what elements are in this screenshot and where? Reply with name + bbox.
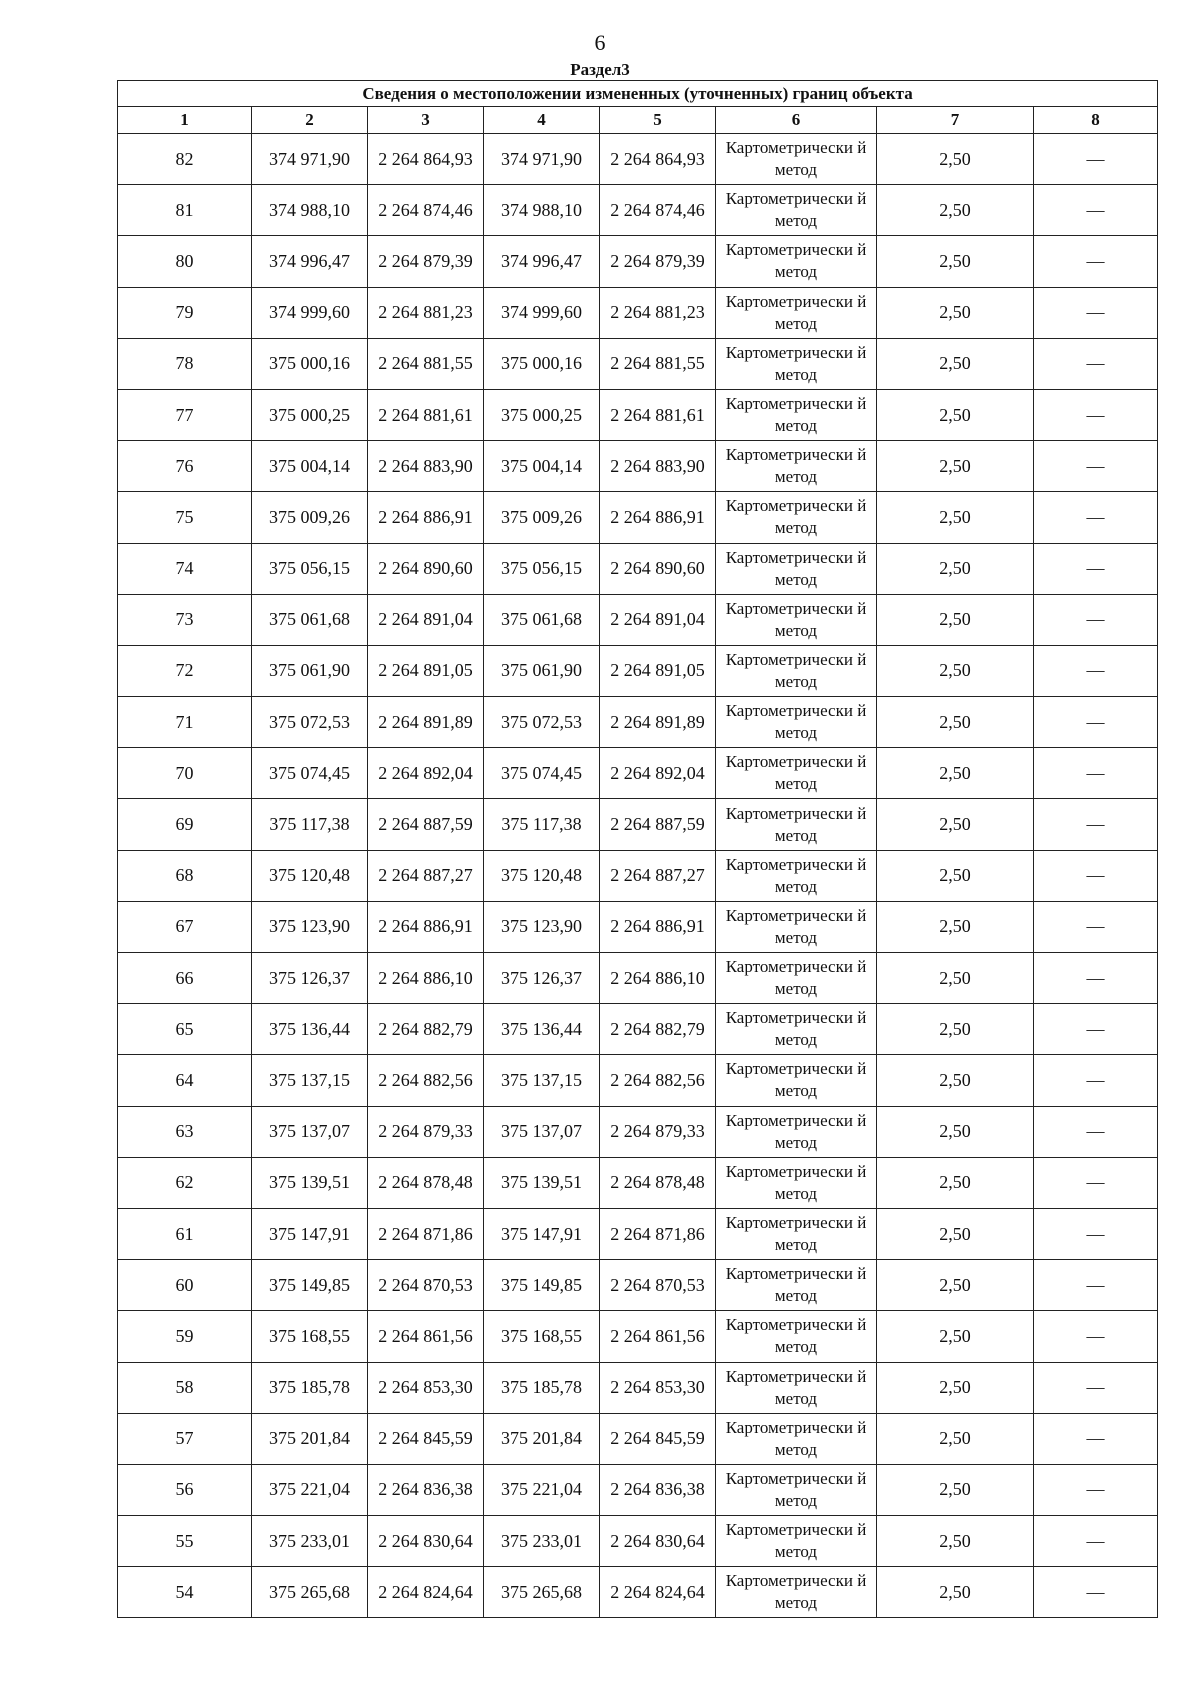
description-cell: — (1034, 901, 1158, 952)
description-cell: — (1034, 1516, 1158, 1567)
old-x-cell: 375 061,90 (252, 645, 368, 696)
old-y-cell: 2 264 824,64 (368, 1567, 484, 1618)
old-x-cell: 375 201,84 (252, 1413, 368, 1464)
column-number-header: 5 (600, 107, 716, 134)
new-y-cell: 2 264 853,30 (600, 1362, 716, 1413)
accuracy-cell: 2,50 (877, 645, 1034, 696)
description-cell: — (1034, 1157, 1158, 1208)
new-x-cell: 375 004,14 (484, 441, 600, 492)
accuracy-cell: 2,50 (877, 594, 1034, 645)
description-cell: — (1034, 1567, 1158, 1618)
accuracy-cell: 2,50 (877, 1516, 1034, 1567)
accuracy-cell: 2,50 (877, 953, 1034, 1004)
new-y-cell: 2 264 891,04 (600, 594, 716, 645)
new-y-cell: 2 264 879,39 (600, 236, 716, 287)
old-x-cell: 375 000,25 (252, 389, 368, 440)
accuracy-cell: 2,50 (877, 543, 1034, 594)
description-cell: — (1034, 185, 1158, 236)
new-y-cell: 2 264 881,55 (600, 338, 716, 389)
new-x-cell: 375 201,84 (484, 1413, 600, 1464)
old-x-cell: 375 233,01 (252, 1516, 368, 1567)
new-y-cell: 2 264 881,61 (600, 389, 716, 440)
description-cell: — (1034, 953, 1158, 1004)
description-cell: — (1034, 697, 1158, 748)
old-y-cell: 2 264 879,39 (368, 236, 484, 287)
point-number-cell: 69 (118, 799, 252, 850)
accuracy-cell: 2,50 (877, 799, 1034, 850)
description-cell: — (1034, 748, 1158, 799)
old-y-cell: 2 264 874,46 (368, 185, 484, 236)
table-row (118, 236, 1158, 287)
description-cell: — (1034, 492, 1158, 543)
point-number-cell: 60 (118, 1260, 252, 1311)
table-row (118, 1260, 1158, 1311)
accuracy-cell: 2,50 (877, 748, 1034, 799)
new-y-cell: 2 264 830,64 (600, 1516, 716, 1567)
description-cell: — (1034, 1208, 1158, 1259)
new-x-cell: 375 139,51 (484, 1157, 600, 1208)
new-y-cell: 2 264 887,27 (600, 850, 716, 901)
point-number-cell: 82 (118, 134, 252, 185)
point-number-cell: 67 (118, 901, 252, 952)
description-cell: — (1034, 134, 1158, 185)
old-y-cell: 2 264 864,93 (368, 134, 484, 185)
old-y-cell: 2 264 890,60 (368, 543, 484, 594)
point-number-cell: 68 (118, 850, 252, 901)
old-y-cell: 2 264 845,59 (368, 1413, 484, 1464)
description-cell: — (1034, 1055, 1158, 1106)
method-cell: Картометрически й метод (716, 134, 877, 185)
new-y-cell: 2 264 870,53 (600, 1260, 716, 1311)
old-x-cell: 375 009,26 (252, 492, 368, 543)
new-y-cell: 2 264 864,93 (600, 134, 716, 185)
accuracy-cell: 2,50 (877, 1106, 1034, 1157)
table-row (118, 901, 1158, 952)
new-y-cell: 2 264 891,89 (600, 697, 716, 748)
table-row (118, 287, 1158, 338)
description-cell: — (1034, 1004, 1158, 1055)
accuracy-cell: 2,50 (877, 1157, 1034, 1208)
old-y-cell: 2 264 886,10 (368, 953, 484, 1004)
new-y-cell: 2 264 881,23 (600, 287, 716, 338)
column-number-header: 4 (484, 107, 600, 134)
accuracy-cell: 2,50 (877, 1311, 1034, 1362)
old-x-cell: 374 999,60 (252, 287, 368, 338)
old-x-cell: 375 126,37 (252, 953, 368, 1004)
method-cell: Картометрически й метод (716, 1362, 877, 1413)
accuracy-cell: 2,50 (877, 697, 1034, 748)
method-cell: Картометрически й метод (716, 1157, 877, 1208)
method-cell: Картометрически й метод (716, 441, 877, 492)
accuracy-cell: 2,50 (877, 1464, 1034, 1515)
new-x-cell: 375 061,68 (484, 594, 600, 645)
old-x-cell: 374 988,10 (252, 185, 368, 236)
new-x-cell: 374 971,90 (484, 134, 600, 185)
old-x-cell: 375 061,68 (252, 594, 368, 645)
table-row (118, 850, 1158, 901)
table-row (118, 953, 1158, 1004)
table-row (118, 441, 1158, 492)
point-number-cell: 57 (118, 1413, 252, 1464)
table-row (118, 1413, 1158, 1464)
point-number-cell: 71 (118, 697, 252, 748)
table-row (118, 1004, 1158, 1055)
new-x-cell: 375 137,15 (484, 1055, 600, 1106)
point-number-cell: 55 (118, 1516, 252, 1567)
point-number-cell: 59 (118, 1311, 252, 1362)
old-y-cell: 2 264 881,55 (368, 338, 484, 389)
new-x-cell: 374 988,10 (484, 185, 600, 236)
new-x-cell: 375 000,25 (484, 389, 600, 440)
old-y-cell: 2 264 891,05 (368, 645, 484, 696)
table-row (118, 338, 1158, 389)
accuracy-cell: 2,50 (877, 850, 1034, 901)
new-y-cell: 2 264 882,79 (600, 1004, 716, 1055)
old-x-cell: 375 120,48 (252, 850, 368, 901)
method-cell: Картометрически й метод (716, 1260, 877, 1311)
old-y-cell: 2 264 871,86 (368, 1208, 484, 1259)
old-x-cell: 375 168,55 (252, 1311, 368, 1362)
description-cell: — (1034, 850, 1158, 901)
method-cell: Картометрически й метод (716, 645, 877, 696)
column-number-header: 6 (716, 107, 877, 134)
new-x-cell: 375 061,90 (484, 645, 600, 696)
old-x-cell: 375 265,68 (252, 1567, 368, 1618)
new-x-cell: 375 074,45 (484, 748, 600, 799)
old-y-cell: 2 264 853,30 (368, 1362, 484, 1413)
old-x-cell: 375 136,44 (252, 1004, 368, 1055)
point-number-cell: 77 (118, 389, 252, 440)
column-number-header: 1 (118, 107, 252, 134)
old-y-cell: 2 264 836,38 (368, 1464, 484, 1515)
old-x-cell: 375 147,91 (252, 1208, 368, 1259)
old-x-cell: 375 117,38 (252, 799, 368, 850)
old-y-cell: 2 264 882,79 (368, 1004, 484, 1055)
table-caption: Сведения о местоположении измененных (уточненных) границ объекта (118, 81, 1158, 107)
description-cell: — (1034, 236, 1158, 287)
table-row (118, 1106, 1158, 1157)
method-cell: Картометрически й метод (716, 1516, 877, 1567)
point-number-cell: 56 (118, 1464, 252, 1515)
accuracy-cell: 2,50 (877, 901, 1034, 952)
old-x-cell: 375 072,53 (252, 697, 368, 748)
new-x-cell: 375 168,55 (484, 1311, 600, 1362)
column-number-header: 7 (877, 107, 1034, 134)
accuracy-cell: 2,50 (877, 492, 1034, 543)
accuracy-cell: 2,50 (877, 1208, 1034, 1259)
point-number-cell: 74 (118, 543, 252, 594)
new-x-cell: 375 265,68 (484, 1567, 600, 1618)
table-row (118, 185, 1158, 236)
description-cell: — (1034, 799, 1158, 850)
point-number-cell: 66 (118, 953, 252, 1004)
new-y-cell: 2 264 882,56 (600, 1055, 716, 1106)
new-x-cell: 375 120,48 (484, 850, 600, 901)
description-cell: — (1034, 645, 1158, 696)
method-cell: Картометрически й метод (716, 492, 877, 543)
accuracy-cell: 2,50 (877, 441, 1034, 492)
new-y-cell: 2 264 878,48 (600, 1157, 716, 1208)
method-cell: Картометрически й метод (716, 901, 877, 952)
method-cell: Картометрически й метод (716, 1311, 877, 1362)
old-y-cell: 2 264 870,53 (368, 1260, 484, 1311)
table-row (118, 1516, 1158, 1567)
accuracy-cell: 2,50 (877, 1055, 1034, 1106)
new-x-cell: 375 072,53 (484, 697, 600, 748)
section-title: Раздел3 (570, 60, 630, 79)
description-cell: — (1034, 441, 1158, 492)
point-number-cell: 64 (118, 1055, 252, 1106)
new-x-cell: 375 185,78 (484, 1362, 600, 1413)
new-x-cell: 375 233,01 (484, 1516, 600, 1567)
point-number-cell: 58 (118, 1362, 252, 1413)
method-cell: Картометрически й метод (716, 1106, 877, 1157)
old-x-cell: 375 000,16 (252, 338, 368, 389)
table-row (118, 1362, 1158, 1413)
old-y-cell: 2 264 882,56 (368, 1055, 484, 1106)
new-x-cell: 375 137,07 (484, 1106, 600, 1157)
accuracy-cell: 2,50 (877, 389, 1034, 440)
new-x-cell: 375 117,38 (484, 799, 600, 850)
new-y-cell: 2 264 824,64 (600, 1567, 716, 1618)
table-row (118, 1157, 1158, 1208)
new-x-cell: 375 009,26 (484, 492, 600, 543)
accuracy-cell: 2,50 (877, 185, 1034, 236)
new-y-cell: 2 264 883,90 (600, 441, 716, 492)
old-x-cell: 375 123,90 (252, 901, 368, 952)
new-x-cell: 375 147,91 (484, 1208, 600, 1259)
accuracy-cell: 2,50 (877, 1260, 1034, 1311)
table-row (118, 543, 1158, 594)
column-number-header: 8 (1034, 107, 1158, 134)
method-cell: Картометрически й метод (716, 748, 877, 799)
new-x-cell: 375 056,15 (484, 543, 600, 594)
point-number-cell: 78 (118, 338, 252, 389)
old-x-cell: 375 221,04 (252, 1464, 368, 1515)
point-number-cell: 63 (118, 1106, 252, 1157)
old-y-cell: 2 264 883,90 (368, 441, 484, 492)
new-y-cell: 2 264 836,38 (600, 1464, 716, 1515)
old-x-cell: 375 137,07 (252, 1106, 368, 1157)
table-row (118, 492, 1158, 543)
old-y-cell: 2 264 886,91 (368, 901, 484, 952)
description-cell: — (1034, 338, 1158, 389)
column-number-header: 2 (252, 107, 368, 134)
point-number-cell: 76 (118, 441, 252, 492)
old-y-cell: 2 264 830,64 (368, 1516, 484, 1567)
table-row (118, 748, 1158, 799)
old-y-cell: 2 264 892,04 (368, 748, 484, 799)
new-y-cell: 2 264 861,56 (600, 1311, 716, 1362)
description-cell: — (1034, 287, 1158, 338)
method-cell: Картометрически й метод (716, 697, 877, 748)
accuracy-cell: 2,50 (877, 1004, 1034, 1055)
point-number-cell: 70 (118, 748, 252, 799)
method-cell: Картометрически й метод (716, 287, 877, 338)
method-cell: Картометрически й метод (716, 543, 877, 594)
method-cell: Картометрически й метод (716, 1055, 877, 1106)
old-x-cell: 375 139,51 (252, 1157, 368, 1208)
table-row (118, 799, 1158, 850)
description-cell: — (1034, 1260, 1158, 1311)
method-cell: Картометрически й метод (716, 1413, 877, 1464)
page-number: 6 (594, 30, 606, 55)
table-row (118, 1311, 1158, 1362)
point-number-cell: 73 (118, 594, 252, 645)
new-x-cell: 375 126,37 (484, 953, 600, 1004)
table-row (118, 134, 1158, 185)
description-cell: — (1034, 1362, 1158, 1413)
method-cell: Картометрически й метод (716, 1004, 877, 1055)
old-x-cell: 375 074,45 (252, 748, 368, 799)
accuracy-cell: 2,50 (877, 338, 1034, 389)
method-cell: Картометрически й метод (716, 338, 877, 389)
old-x-cell: 375 149,85 (252, 1260, 368, 1311)
table-body (118, 134, 1158, 1618)
new-x-cell: 375 221,04 (484, 1464, 600, 1515)
old-y-cell: 2 264 881,61 (368, 389, 484, 440)
old-y-cell: 2 264 891,89 (368, 697, 484, 748)
table-row (118, 645, 1158, 696)
description-cell: — (1034, 594, 1158, 645)
point-number-cell: 81 (118, 185, 252, 236)
old-y-cell: 2 264 879,33 (368, 1106, 484, 1157)
table-row (118, 389, 1158, 440)
method-cell: Картометрически й метод (716, 236, 877, 287)
old-y-cell: 2 264 881,23 (368, 287, 484, 338)
method-cell: Картометрически й метод (716, 594, 877, 645)
old-x-cell: 375 004,14 (252, 441, 368, 492)
table-caption-row (118, 81, 1158, 107)
new-y-cell: 2 264 879,33 (600, 1106, 716, 1157)
new-y-cell: 2 264 892,04 (600, 748, 716, 799)
new-y-cell: 2 264 886,91 (600, 901, 716, 952)
point-number-cell: 62 (118, 1157, 252, 1208)
table-row (118, 1055, 1158, 1106)
description-cell: — (1034, 1464, 1158, 1515)
old-y-cell: 2 264 878,48 (368, 1157, 484, 1208)
new-x-cell: 374 999,60 (484, 287, 600, 338)
table-row (118, 1208, 1158, 1259)
old-x-cell: 374 971,90 (252, 134, 368, 185)
new-y-cell: 2 264 871,86 (600, 1208, 716, 1259)
boundary-coordinates-table (117, 80, 1158, 1618)
new-y-cell: 2 264 886,10 (600, 953, 716, 1004)
description-cell: — (1034, 1311, 1158, 1362)
point-number-cell: 79 (118, 287, 252, 338)
point-number-cell: 80 (118, 236, 252, 287)
accuracy-cell: 2,50 (877, 236, 1034, 287)
new-y-cell: 2 264 874,46 (600, 185, 716, 236)
old-x-cell: 375 137,15 (252, 1055, 368, 1106)
old-y-cell: 2 264 887,27 (368, 850, 484, 901)
old-x-cell: 375 056,15 (252, 543, 368, 594)
old-y-cell: 2 264 861,56 (368, 1311, 484, 1362)
column-number-header: 3 (368, 107, 484, 134)
point-number-cell: 72 (118, 645, 252, 696)
method-cell: Картометрически й метод (716, 850, 877, 901)
method-cell: Картометрически й метод (716, 389, 877, 440)
old-y-cell: 2 264 887,59 (368, 799, 484, 850)
method-cell: Картометрически й метод (716, 799, 877, 850)
new-y-cell: 2 264 887,59 (600, 799, 716, 850)
new-y-cell: 2 264 845,59 (600, 1413, 716, 1464)
table-row (118, 697, 1158, 748)
method-cell: Картометрически й метод (716, 953, 877, 1004)
new-y-cell: 2 264 890,60 (600, 543, 716, 594)
old-y-cell: 2 264 891,04 (368, 594, 484, 645)
accuracy-cell: 2,50 (877, 134, 1034, 185)
new-y-cell: 2 264 891,05 (600, 645, 716, 696)
accuracy-cell: 2,50 (877, 1567, 1034, 1618)
method-cell: Картометрически й метод (716, 1208, 877, 1259)
point-number-cell: 65 (118, 1004, 252, 1055)
point-number-cell: 54 (118, 1567, 252, 1618)
old-y-cell: 2 264 886,91 (368, 492, 484, 543)
accuracy-cell: 2,50 (877, 1362, 1034, 1413)
description-cell: — (1034, 1106, 1158, 1157)
accuracy-cell: 2,50 (877, 1413, 1034, 1464)
new-y-cell: 2 264 886,91 (600, 492, 716, 543)
new-x-cell: 375 123,90 (484, 901, 600, 952)
new-x-cell: 375 136,44 (484, 1004, 600, 1055)
column-number-row (118, 107, 1158, 134)
new-x-cell: 375 000,16 (484, 338, 600, 389)
description-cell: — (1034, 543, 1158, 594)
table-row (118, 1464, 1158, 1515)
method-cell: Картометрически й метод (716, 1464, 877, 1515)
description-cell: — (1034, 1413, 1158, 1464)
point-number-cell: 61 (118, 1208, 252, 1259)
point-number-cell: 75 (118, 492, 252, 543)
accuracy-cell: 2,50 (877, 287, 1034, 338)
old-x-cell: 374 996,47 (252, 236, 368, 287)
table-row (118, 594, 1158, 645)
description-cell: — (1034, 389, 1158, 440)
method-cell: Картометрически й метод (716, 1567, 877, 1618)
new-x-cell: 374 996,47 (484, 236, 600, 287)
old-x-cell: 375 185,78 (252, 1362, 368, 1413)
method-cell: Картометрически й метод (716, 185, 877, 236)
new-x-cell: 375 149,85 (484, 1260, 600, 1311)
table-row (118, 1567, 1158, 1618)
